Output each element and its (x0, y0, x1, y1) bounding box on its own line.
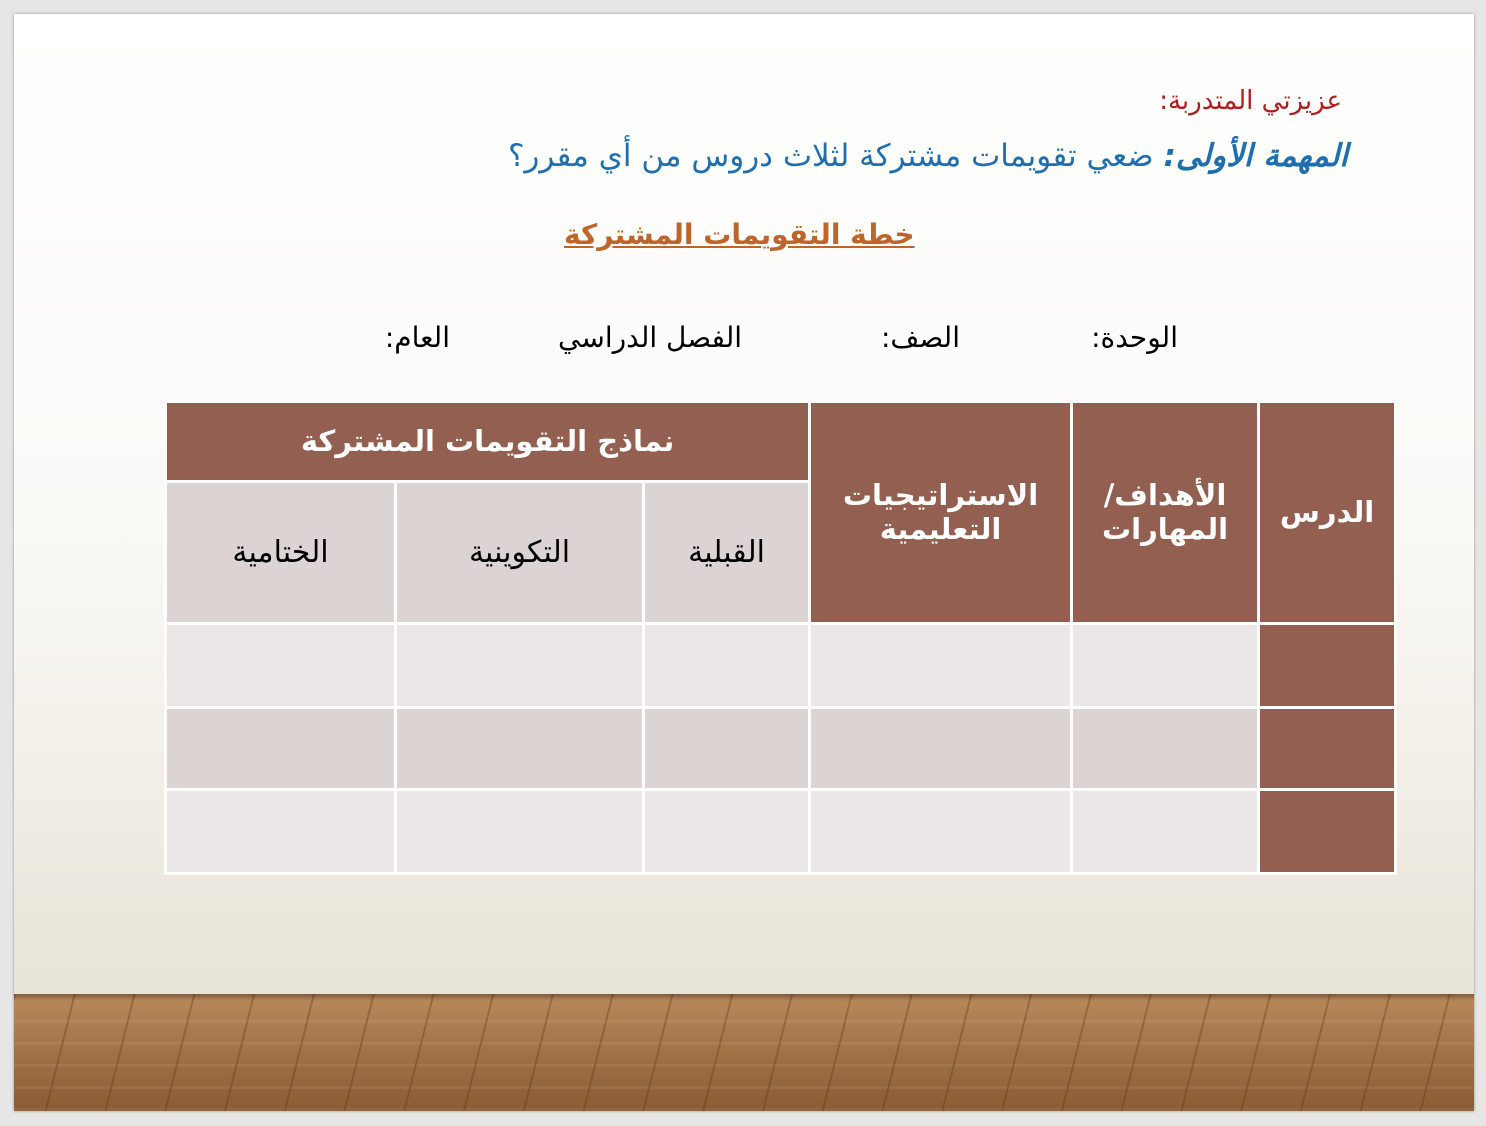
semester-field-label: الفصل الدراسي (558, 321, 742, 354)
floor-shadow (14, 994, 1474, 1002)
subheader-final: الختامية (166, 482, 396, 624)
objectives-cell[interactable] (1072, 708, 1259, 790)
lesson-cell[interactable] (1259, 708, 1396, 790)
final-assessment-cell[interactable] (166, 790, 396, 874)
grade-field-label: الصف: (880, 321, 960, 354)
year-field-label: العام: (384, 321, 450, 354)
final-assessment-cell[interactable] (166, 624, 396, 708)
table-row (166, 708, 1396, 790)
strategies-cell[interactable] (810, 790, 1072, 874)
strategies-cell[interactable] (810, 708, 1072, 790)
objectives-cell[interactable] (1072, 790, 1259, 874)
pre-assessment-cell[interactable] (644, 708, 810, 790)
greeting-text: عزيزتي المتدربة: (1159, 86, 1342, 116)
lesson-cell[interactable] (1259, 624, 1396, 708)
formative-assessment-cell[interactable] (396, 624, 644, 708)
task-instruction (508, 138, 1348, 174)
subheader-formative: التكوينية (396, 482, 644, 624)
subheader-pre: القبلية (644, 482, 810, 624)
header-assessment-models: نماذج التقويمات المشتركة (166, 402, 810, 482)
pre-assessment-cell[interactable] (644, 624, 810, 708)
lesson-cell[interactable] (1259, 790, 1396, 874)
assessment-plan-table (164, 400, 1397, 875)
task-text: ضعي تقويمات مشتركة لثلاث دروس من أي مقرر؟ (507, 138, 1164, 174)
task-label: المهمة الأولى: (1163, 138, 1348, 174)
header-objectives: الأهداف/ المهارات (1072, 402, 1259, 624)
header-strategies: الاستراتيجيات التعليمية (810, 402, 1072, 624)
pre-assessment-cell[interactable] (644, 790, 810, 874)
strategies-cell[interactable] (810, 624, 1072, 708)
plan-title: خطة التقويمات المشتركة (564, 218, 915, 251)
wood-floor-image (14, 994, 1474, 1111)
final-assessment-cell[interactable] (166, 708, 396, 790)
objectives-cell[interactable] (1072, 624, 1259, 708)
unit-field-label: الوحدة: (1091, 321, 1178, 354)
formative-assessment-cell[interactable] (396, 708, 644, 790)
slide (14, 14, 1474, 1111)
table-row (166, 790, 1396, 874)
header-lesson: الدرس (1259, 402, 1396, 624)
formative-assessment-cell[interactable] (396, 790, 644, 874)
table-row (166, 624, 1396, 708)
